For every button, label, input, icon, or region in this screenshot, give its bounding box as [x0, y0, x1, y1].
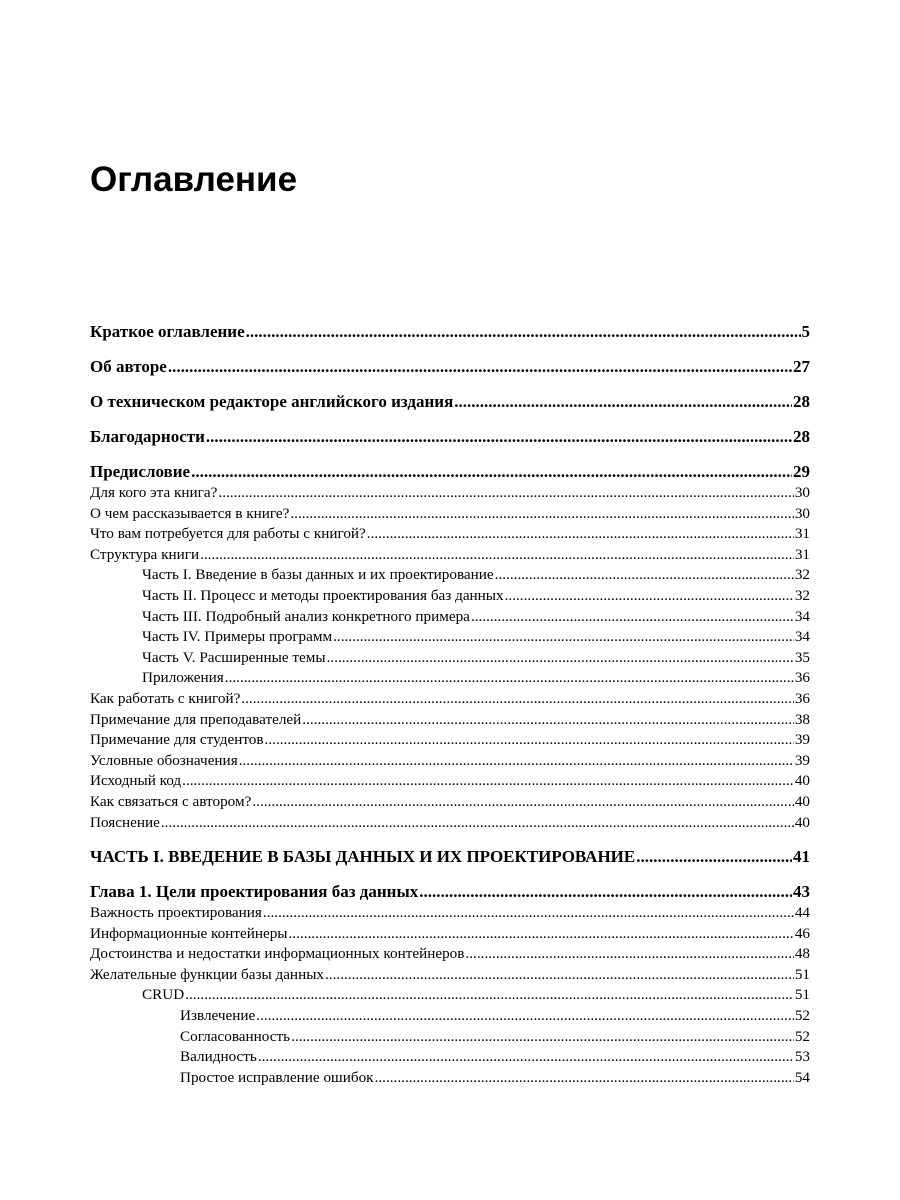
toc-entry-page-number: 53 [794, 1048, 810, 1066]
toc-dot-leader [225, 668, 794, 689]
toc-dot-leader [375, 1068, 794, 1089]
toc-entry-page-number: 51 [794, 986, 810, 1004]
toc-entry[interactable] [90, 524, 810, 545]
toc-entry-page-number: 34 [794, 628, 810, 646]
toc-dot-leader [289, 924, 794, 945]
toc-entry[interactable] [90, 320, 810, 343]
toc-dot-leader [327, 648, 794, 669]
toc-entry[interactable] [90, 668, 810, 689]
toc-entry-label: Как связаться с автором? [90, 792, 252, 810]
toc-entry-label: Информационные контейнеры [90, 924, 288, 942]
toc-dot-leader [454, 390, 792, 413]
toc-entry-page-number: 39 [794, 751, 810, 769]
toc-dot-leader [168, 355, 792, 378]
toc-entry[interactable] [90, 771, 810, 792]
toc-entry[interactable] [90, 903, 810, 924]
toc-entry[interactable] [90, 565, 810, 586]
toc-entry[interactable] [90, 689, 810, 710]
toc-entry[interactable] [90, 710, 810, 731]
toc-dot-leader [325, 965, 794, 986]
toc-entry[interactable] [90, 792, 810, 813]
toc-entry-label: Что вам потребуется для работы с книгой? [90, 525, 366, 543]
toc-entry-page-number: 44 [794, 904, 810, 922]
toc-dot-leader [419, 880, 792, 903]
page-title: Оглавление [90, 160, 298, 199]
toc-entry-label: Согласованность [180, 1027, 291, 1045]
toc-entry-label: Примечание для студентов [90, 731, 264, 749]
toc-entry[interactable] [90, 845, 810, 868]
toc-entry[interactable] [90, 545, 810, 566]
toc-entry-page-number: 54 [794, 1068, 810, 1086]
toc-entry-page-number: 31 [794, 545, 810, 563]
toc-dot-leader [239, 751, 794, 772]
toc-entry-label: Желательные функции базы данных [90, 965, 324, 983]
toc-dot-leader [265, 730, 794, 751]
toc-dot-leader [263, 903, 794, 924]
toc-entry[interactable] [90, 924, 810, 945]
toc-entry-label: Часть I. Введение в базы данных и их проектирование [142, 566, 494, 584]
toc-entry-page-number: 34 [794, 607, 810, 625]
toc-entry-label: Извлечение [180, 1007, 256, 1025]
toc-entry-label: CRUD [142, 986, 185, 1004]
toc-entry-page-number: 28 [793, 427, 810, 446]
toc-entry[interactable] [90, 425, 810, 448]
toc-dot-leader [161, 813, 794, 834]
toc-dot-leader [471, 607, 794, 628]
toc-entry-page-number: 31 [794, 525, 810, 543]
toc-dot-leader [333, 627, 794, 648]
toc-entry-label: Приложения [142, 669, 224, 687]
toc-entry-page-number: 41 [793, 847, 810, 867]
toc-entry[interactable] [90, 1006, 810, 1027]
toc-entry-label: Часть III. Подробный анализ конкретного примера [142, 607, 470, 625]
toc-entry-page-number: 40 [794, 772, 810, 790]
toc-entry[interactable] [90, 390, 810, 413]
toc-entry-label: Простое исправление ошибок [180, 1068, 374, 1086]
toc-entry-label: Глава 1. Цели проектирования баз данных [90, 882, 419, 902]
toc-dot-leader [505, 586, 794, 607]
toc-entry-label: Благодарности [90, 427, 205, 446]
toc-entry-page-number: 5 [801, 322, 810, 341]
toc-entry[interactable] [90, 985, 810, 1006]
toc-dot-leader [182, 771, 794, 792]
toc-dot-leader [495, 565, 794, 586]
toc-entry-label: Примечание для преподавателей [90, 710, 302, 728]
toc-entry[interactable] [90, 1068, 810, 1089]
toc-entry-label: Валидность [180, 1048, 257, 1066]
toc-entry-label: Для кого эта книга? [90, 484, 218, 501]
toc-dot-leader [258, 1047, 794, 1068]
toc-entry-label: Условные обозначения [90, 751, 238, 769]
toc-entry[interactable] [90, 627, 810, 648]
toc-dot-leader [241, 689, 793, 710]
toc-entry-page-number: 43 [793, 882, 810, 902]
toc-entry[interactable] [90, 880, 810, 903]
toc-entry-page-number: 39 [794, 731, 810, 749]
toc-entry-label: Исходный код [90, 772, 182, 790]
toc-entry-page-number: 28 [793, 392, 810, 411]
toc-entry-page-number: 29 [793, 462, 810, 481]
toc-entry[interactable] [90, 751, 810, 772]
toc-entry-page-number: 36 [794, 669, 810, 687]
toc-dot-leader [200, 545, 794, 566]
toc-dot-leader [367, 524, 794, 545]
toc-entry-label: ЧАСТЬ I. ВВЕДЕНИЕ В БАЗЫ ДАННЫХ И ИХ ПРОЕКТИРОВАНИЕ [90, 847, 636, 867]
toc-entry-label: О техническом редакторе английского издания [90, 392, 454, 411]
toc-entry[interactable] [90, 813, 810, 834]
toc-entry-page-number: 52 [794, 1007, 810, 1025]
toc-entry[interactable] [90, 730, 810, 751]
toc-entry[interactable] [90, 504, 810, 525]
toc-dot-leader [246, 320, 801, 343]
toc-dot-leader [290, 504, 793, 525]
toc-entry-label: Часть V. Расширенные темы [142, 648, 326, 666]
toc-dot-leader [206, 425, 792, 448]
toc-entry[interactable] [90, 586, 810, 607]
toc-entry[interactable] [90, 1027, 810, 1048]
toc-entry-label: Пояснение [90, 813, 160, 831]
toc-entry-page-number: 51 [794, 965, 810, 983]
toc-entry-page-number: 27 [793, 357, 810, 376]
table-of-contents [90, 320, 810, 1088]
toc-entry-page-number: 30 [794, 504, 810, 522]
toc-dot-leader [636, 845, 792, 868]
toc-entry[interactable] [90, 944, 810, 965]
toc-entry-page-number: 48 [794, 945, 810, 963]
toc-dot-leader [218, 483, 793, 504]
toc-entry[interactable] [90, 355, 810, 378]
toc-entry-page-number: 35 [794, 648, 810, 666]
toc-entry-label: Как работать с книгой? [90, 689, 241, 707]
toc-entry-label: Достоинства и недостатки информационных контейнеров [90, 945, 465, 963]
toc-entry-page-number: 30 [794, 484, 810, 501]
toc-dot-leader [302, 710, 794, 731]
toc-dot-leader [256, 1006, 794, 1027]
toc-entry-page-number: 40 [794, 792, 810, 810]
toc-entry[interactable] [90, 648, 810, 669]
toc-entry[interactable] [90, 1047, 810, 1068]
toc-dot-leader [252, 792, 793, 813]
toc-entry[interactable] [90, 607, 810, 628]
toc-entry-page-number: 32 [794, 566, 810, 584]
toc-entry-page-number: 52 [794, 1027, 810, 1045]
toc-entry-label: Предисловие [90, 462, 191, 481]
toc-dot-leader [191, 460, 792, 483]
toc-entry-page-number: 46 [794, 924, 810, 942]
toc-entry[interactable] [90, 483, 810, 504]
toc-entry-page-number: 36 [794, 689, 810, 707]
toc-dot-leader [291, 1027, 794, 1048]
toc-entry-label: Краткое оглавление [90, 322, 245, 341]
toc-dot-leader [185, 985, 794, 1006]
toc-dot-leader [465, 944, 793, 965]
toc-entry-page-number: 32 [794, 586, 810, 604]
toc-entry-label: Часть II. Процесс и методы проектирования баз данных [142, 586, 504, 604]
toc-entry-label: Об авторе [90, 357, 167, 376]
toc-entry-label: Структура книги [90, 545, 200, 563]
toc-entry-page-number: 40 [794, 813, 810, 831]
toc-entry-label: Часть IV. Примеры программ [142, 628, 333, 646]
toc-entry-label: Важность проектирования [90, 904, 262, 922]
toc-entry-page-number: 38 [794, 710, 810, 728]
toc-entry-label: О чем рассказывается в книге? [90, 504, 290, 522]
toc-entry[interactable] [90, 965, 810, 986]
toc-entry[interactable] [90, 460, 810, 483]
